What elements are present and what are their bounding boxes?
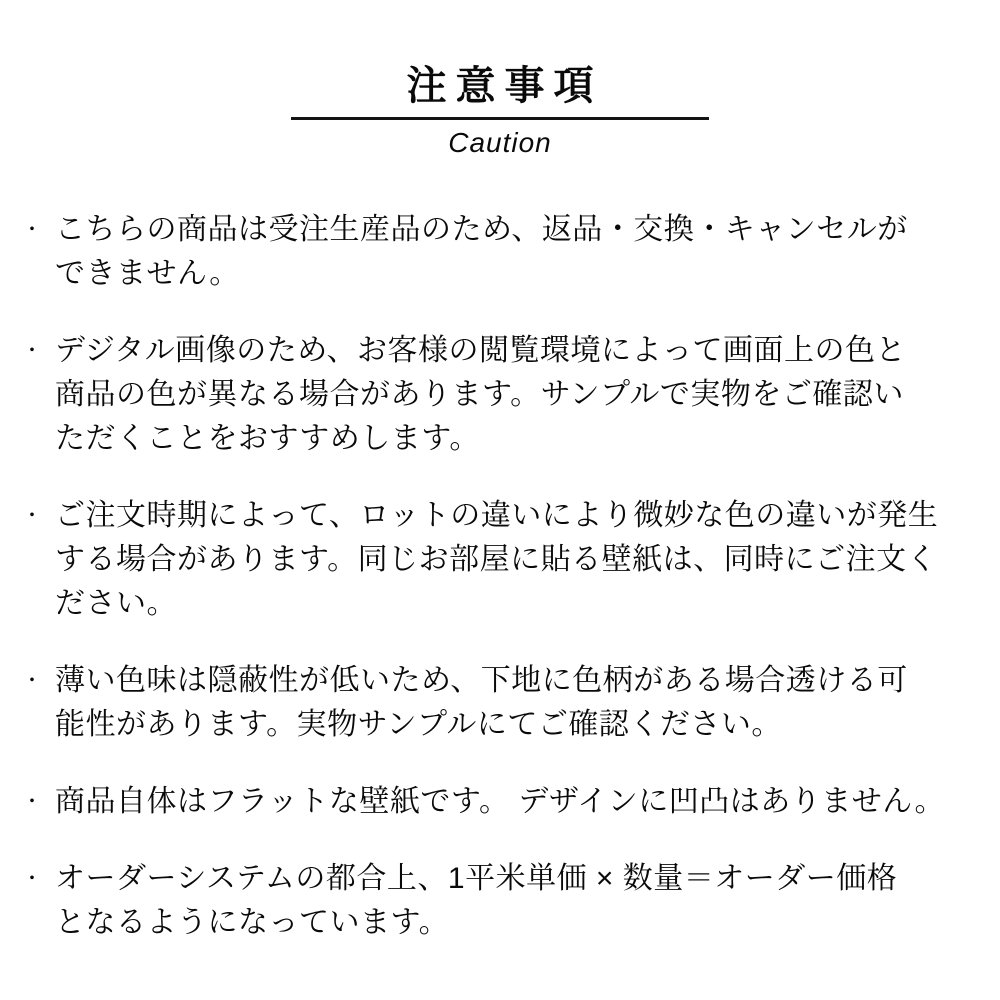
note-line: デジタル画像のため、お客様の閲覧環境によって画面上の色と xyxy=(55,334,906,367)
bullet-icon: ・ xyxy=(22,868,42,890)
note-item xyxy=(22,208,978,296)
title-underline xyxy=(291,117,709,120)
bullet-icon: ・ xyxy=(22,219,42,241)
note-line: する場合があります。同じお部屋に貼る壁紙は、同時にご注文く xyxy=(55,543,938,576)
page-subtitle: Caution xyxy=(448,127,552,158)
bullet-icon: ・ xyxy=(22,505,42,527)
note-line: 能性があります。実物サンプルにてご確認ください。 xyxy=(55,708,782,741)
note-item xyxy=(22,329,978,461)
note-line: できません。 xyxy=(55,257,240,290)
note-line: となるようになっています。 xyxy=(55,906,450,939)
note-line: オーダーシステムの都合上、1平米単価 × 数量＝オーダー価格 xyxy=(55,862,898,895)
note-text xyxy=(55,857,978,945)
note-text xyxy=(55,329,978,461)
note-item xyxy=(22,780,978,824)
note-item xyxy=(22,857,978,945)
note-line: ただくことをおすすめします。 xyxy=(55,422,480,455)
note-line: こちらの商品は受注生産品のため、返品・交換・キャンセルが xyxy=(55,213,908,246)
note-text xyxy=(55,659,978,747)
note-text xyxy=(55,494,978,626)
note-item xyxy=(22,494,978,626)
note-line: ださい。 xyxy=(55,587,177,620)
page-header xyxy=(0,64,1000,159)
page-title: 注意事項 xyxy=(406,64,603,108)
note-line: 商品自体はフラットな壁紙です。 デザインに凹凸はありません。 xyxy=(55,785,946,818)
note-line: ご注文時期によって、ロットの違いにより微妙な色の違いが発生 xyxy=(55,499,939,532)
note-line: 薄い色味は隠蔽性が低いため、下地に色柄がある場合透ける可 xyxy=(55,664,908,697)
bullet-icon: ・ xyxy=(22,340,42,362)
note-text xyxy=(55,208,978,296)
note-item xyxy=(22,659,978,747)
bullet-icon: ・ xyxy=(22,670,42,692)
note-line: 商品の色が異なる場合があります。サンプルで実物をご確認い xyxy=(55,378,904,411)
notes-list xyxy=(22,208,978,945)
note-text xyxy=(55,780,978,824)
bullet-icon: ・ xyxy=(22,791,42,813)
